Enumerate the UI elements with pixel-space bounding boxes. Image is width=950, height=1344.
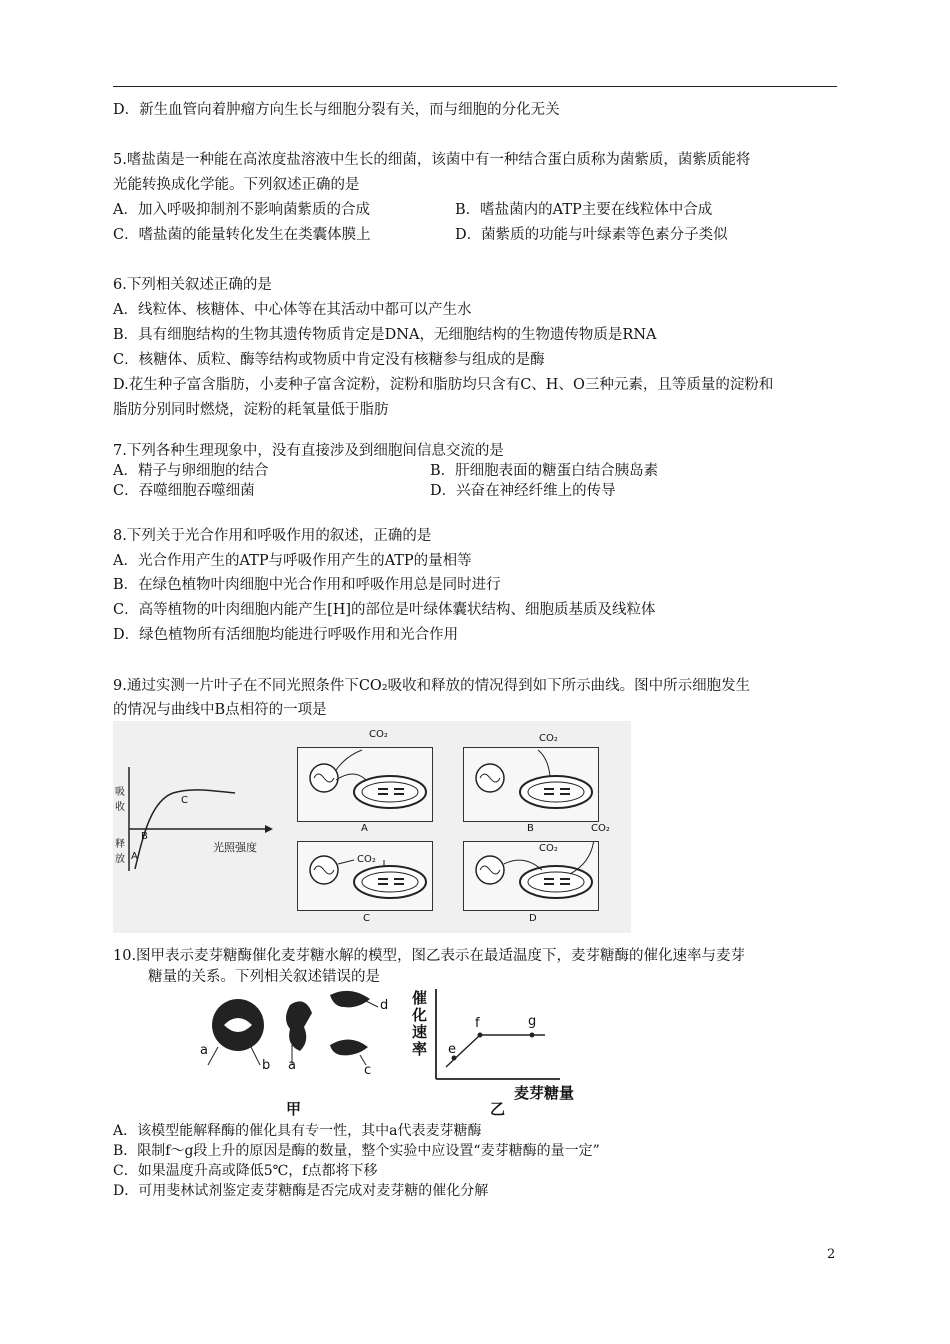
- q9-y-label-absorb-1: 吸: [115, 787, 125, 798]
- q5-stem-line1: 5.嗜盐菌是一种能在高浓度盐溶液中生长的细菌，该菌中有一种结合蛋白质称为菌紫质，菌紫质能将: [113, 152, 751, 168]
- q5-option-b: B．嗜盐菌内的ATP主要在线粒体中合成: [455, 202, 713, 218]
- q9-stem-line2: 的情况与曲线中B点相符的一项是: [113, 702, 327, 718]
- q10-label-a2: a: [288, 1058, 296, 1073]
- q7-stem: 7.下列各种生理现象中，没有直接涉及到细胞间信息交流的是: [113, 443, 504, 459]
- q9-cell-b-label: B: [527, 823, 534, 834]
- q10-stem-line1: 10.图甲表示麦芽糖酶催化麦芽糖水解的模型，图乙表示在最适温度下，麦芽糖酶的催化速率与麦芽: [113, 948, 746, 964]
- q9-point-a: A: [131, 851, 138, 862]
- q9-y-label-absorb-2: 收: [115, 802, 125, 813]
- product-d-shape: [330, 991, 370, 1008]
- q10-ylabel-3: 速: [412, 1023, 428, 1041]
- q9-x-label: 光照强度: [213, 841, 257, 854]
- q10-option-b: B．限制f～g段上升的原因是酶的数量，整个实验中应设置“麦芽糖酶的量一定”: [113, 1143, 600, 1159]
- q6-option-a: A．线粒体、核糖体、中心体等在其活动中都可以产生水: [113, 302, 472, 318]
- q5-stem-line2: 光能转换成化学能。下列叙述正确的是: [113, 177, 360, 193]
- q9-cell-d-label: D: [529, 913, 537, 924]
- q8-option-a: A．光合作用产生的ATP与呼吸作用产生的ATP的量相等: [113, 553, 472, 569]
- header-rule: [113, 86, 837, 87]
- q10-caption-jia: 甲: [286, 1100, 302, 1118]
- q8-option-c: C．高等植物的叶肉细胞内能产生[H]的部位是叶绿体囊状结构、细胞质基质及线粒体: [113, 602, 656, 618]
- q10-label-g: g: [528, 1014, 537, 1029]
- q6-option-d-line1: D.花生种子富含脂肪，小麦种子富含淀粉，淀粉和脂肪均只含有C、H、O三种元素，且等质量的淀粉和: [113, 377, 774, 393]
- q10-label-f: f: [475, 1016, 480, 1031]
- q10-ylabel-4: 率: [412, 1040, 428, 1058]
- q9-cell-d: [463, 841, 599, 911]
- page-number: 2: [827, 1247, 836, 1262]
- q8-stem: 8.下列关于光合作用和呼吸作用的叙述，正确的是: [113, 528, 432, 544]
- q9-cell-a-co2: CO₂: [369, 729, 388, 740]
- q9-point-b: B: [141, 831, 148, 842]
- q8-option-d: D．绿色植物所有活细胞均能进行呼吸作用和光合作用: [113, 627, 459, 643]
- q9-y-label-release-2: 放: [115, 854, 125, 865]
- q7-option-d: D．兴奋在神经纤维上的传导: [430, 483, 616, 499]
- q10-label-c: c: [364, 1063, 372, 1078]
- q7-option-b: B．肝细胞表面的糖蛋白结合胰岛素: [430, 463, 659, 479]
- enzyme-substrate-shape: [286, 1001, 312, 1051]
- q10-label-d: d: [380, 998, 389, 1013]
- q9-cell-b-organelles: [464, 748, 598, 821]
- q6-option-c: C．核糖体、质粒、酶等结构或物质中肯定没有核糖参与组成的是酶: [113, 352, 545, 368]
- q6-stem: 6.下列相关叙述正确的是: [113, 277, 272, 293]
- q9-cell-a: [297, 747, 433, 822]
- q10-stem-line2: 糖量的关系。下列相关叙述错误的是: [148, 969, 380, 985]
- q4-option-d: D．新生血管向着肿瘤方向生长与细胞分裂有关，而与细胞的分化无关: [113, 102, 560, 118]
- q8-option-b: B．在绿色植物叶肉细胞中光合作用和呼吸作用总是同时进行: [113, 577, 501, 593]
- product-c-shape: [330, 1039, 368, 1055]
- q9-point-c: C: [181, 795, 188, 806]
- q10-caption-yi: 乙: [490, 1100, 506, 1118]
- q9-y-label-release-1: 释: [115, 839, 125, 850]
- q7-option-a: A．精子与卵细胞的结合: [113, 463, 269, 479]
- q9-stem-line1: 9.通过实测一片叶子在不同光照条件下CO₂吸收和释放的情况得到如下所示曲线。图中所示细胞发生: [113, 678, 751, 694]
- q9-cell-d-co2-outer: CO₂: [591, 823, 610, 834]
- q9-cell-b-co2: CO₂: [539, 733, 558, 744]
- q9-cell-c-organelles: [298, 842, 432, 910]
- q5-option-a: A．加入呼吸抑制剂不影响菌紫质的合成: [113, 202, 370, 218]
- q10-ylabel-2: 化: [412, 1006, 428, 1024]
- q9-cell-a-organelles: [298, 748, 432, 821]
- q9-figure: [113, 721, 631, 933]
- q10-option-a: A．该模型能解释酶的催化具有专一性，其中a代表麦芽糖酶: [113, 1123, 482, 1139]
- q10-label-e: e: [448, 1042, 456, 1057]
- q6-option-b: B．具有细胞结构的生物其遗传物质肯定是DNA，无细胞结构的生物遗传物质是RNA: [113, 327, 657, 343]
- q5-option-d: D．菌紫质的功能与叶绿素等色素分子类似: [455, 227, 728, 243]
- q9-cell-d-co2-inner: CO₂: [539, 843, 558, 854]
- q10-option-d: D．可用斐林试剂鉴定麦芽糖酶是否完成对麦芽糖的催化分解: [113, 1183, 489, 1199]
- q9-cell-b: [463, 747, 599, 822]
- q5-option-c: C．嗜盐菌的能量转化发生在类囊体膜上: [113, 227, 371, 243]
- q9-cell-c-co2: CO₂: [357, 854, 376, 865]
- q9-cell-c: [297, 841, 433, 911]
- q9-cell-d-organelles: [464, 842, 598, 910]
- q10-xlabel: 麦芽糖量: [514, 1084, 575, 1102]
- q10-label-a: a: [200, 1043, 208, 1058]
- q9-cell-a-label: A: [361, 823, 368, 834]
- q6-option-d-line2: 脂肪分别同时燃烧，淀粉的耗氧量低于脂肪: [113, 402, 389, 418]
- q7-option-c: C．吞噬细胞吞噬细菌: [113, 483, 255, 499]
- q10-label-b: b: [262, 1058, 271, 1073]
- q9-cell-c-label: C: [363, 913, 370, 924]
- q10-option-c: C．如果温度升高或降低5℃，f点都将下移: [113, 1163, 378, 1179]
- q10-ylabel-1: 催: [412, 989, 428, 1007]
